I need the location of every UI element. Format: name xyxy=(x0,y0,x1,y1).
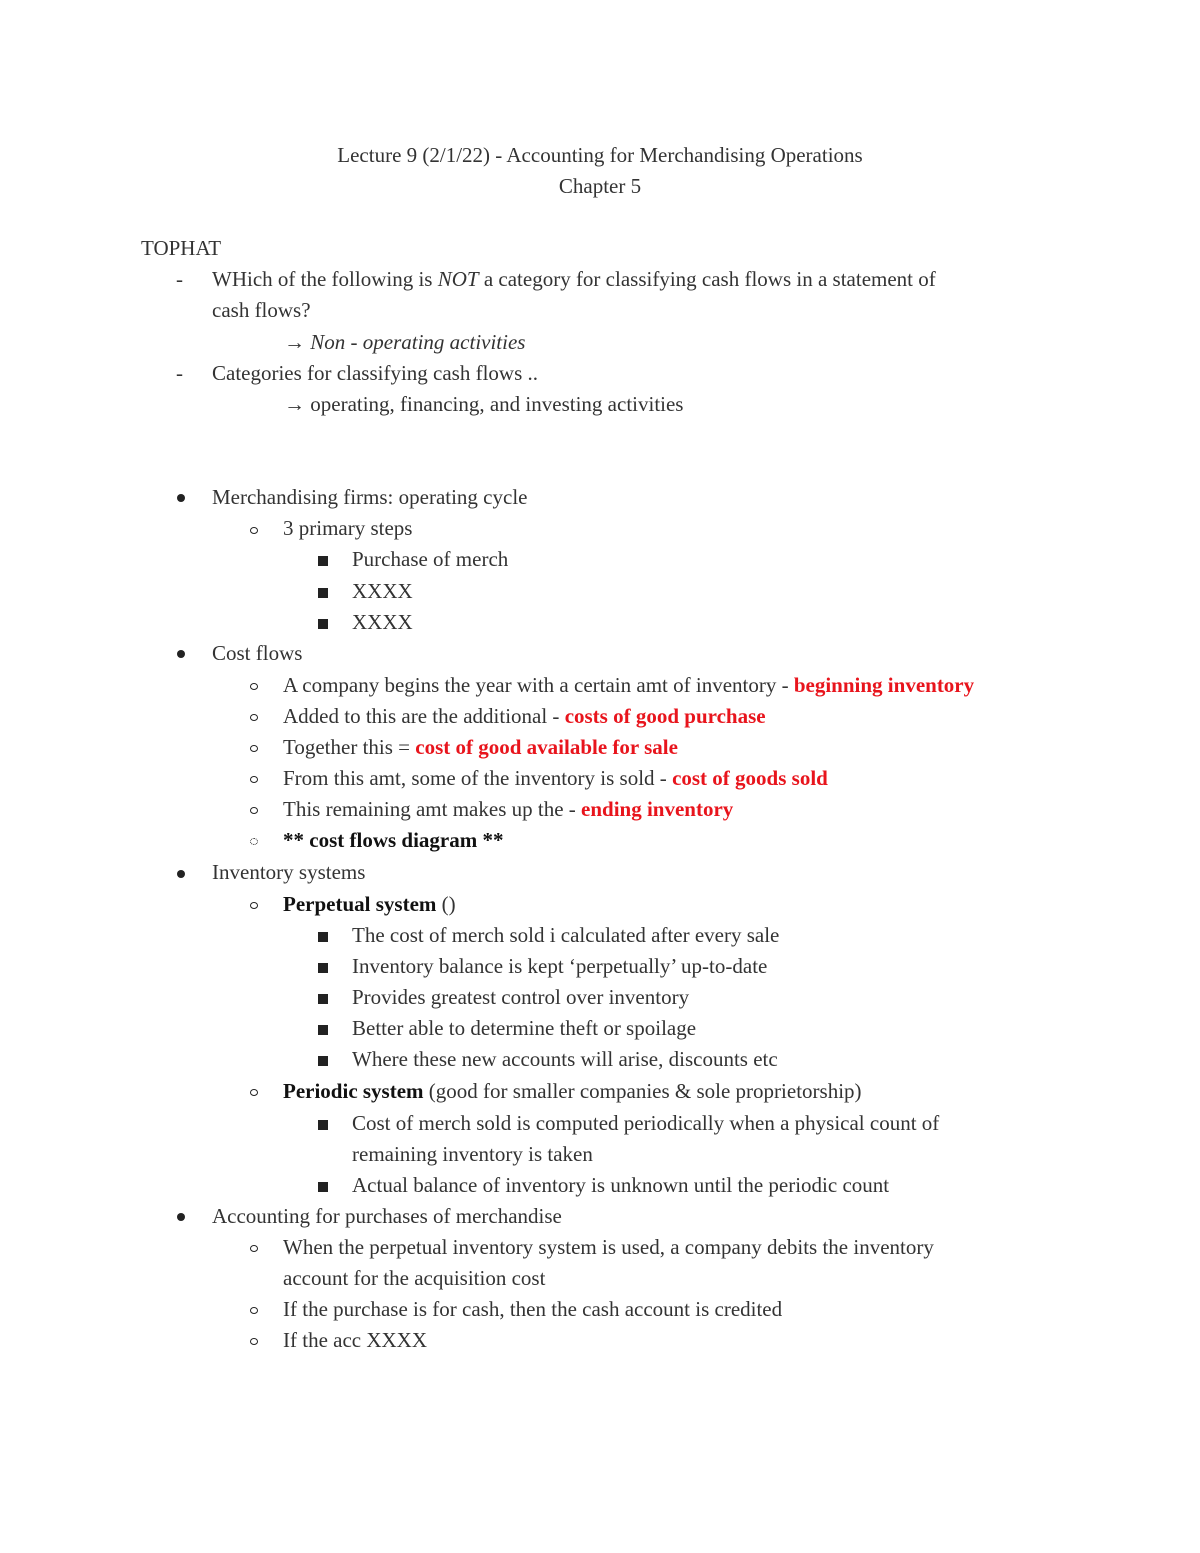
perpetual-item: Where these new accounts will arise, discounts etc xyxy=(352,1047,778,1071)
circle-bullet xyxy=(250,838,258,845)
acct-item-cont: account for the acquisition cost xyxy=(283,1266,546,1290)
square-bullet xyxy=(318,963,328,973)
merch-step-item: XXXX xyxy=(352,579,413,603)
square-bullet xyxy=(318,994,328,1004)
tophat-question-2: Categories for classifying cash flows .. xyxy=(212,361,539,385)
cost-row: Together this = cost of good available for sale xyxy=(283,735,678,759)
square-bullet xyxy=(318,932,328,942)
perpetual-item: Inventory balance is kept ‘perpetually’ up-to-date xyxy=(352,954,768,978)
tophat-question-1: WHich of the following is NOT a category for classifying cash flows in a statement of xyxy=(212,267,936,291)
periodic-item: Actual balance of inventory is unknown until the periodic count xyxy=(352,1173,890,1197)
dash-bullet: - xyxy=(176,267,183,291)
disc-bullet xyxy=(177,870,185,878)
cost-row: This remaining amt makes up the - ending inventory xyxy=(283,797,734,821)
acct-item: When the perpetual inventory system is used, a company debits the inventory xyxy=(283,1235,934,1259)
acct-item: If the acc XXXX xyxy=(283,1328,428,1352)
square-bullet xyxy=(318,1182,328,1192)
circle-bullet xyxy=(250,902,258,909)
dash-bullet: - xyxy=(176,361,183,385)
tophat-question-1-cont: cash flows? xyxy=(212,298,311,322)
tophat-answer-2: → operating, financing, and investing activities xyxy=(284,392,684,416)
circle-bullet xyxy=(250,776,258,783)
cost-row: A company begins the year with a certain amt of inventory - beginning inventory xyxy=(283,673,975,697)
merch-step-item: Purchase of merch xyxy=(352,547,509,571)
circle-bullet xyxy=(250,527,258,534)
cost-row: From this amt, some of the inventory is sold - cost of goods sold xyxy=(283,766,828,790)
acct-heading: Accounting for purchases of merchandise xyxy=(212,1204,562,1228)
merch-heading: Merchandising firms: operating cycle xyxy=(212,485,528,509)
circle-bullet xyxy=(250,1089,258,1096)
circle-bullet xyxy=(250,1338,258,1345)
circle-bullet xyxy=(250,714,258,721)
square-bullet xyxy=(318,619,328,629)
document-title: Lecture 9 (2/1/22) - Accounting for Merchandising Operations xyxy=(337,143,863,167)
acct-item: If the purchase is for cash, then the cash account is credited xyxy=(283,1297,783,1321)
perpetual-item: Better able to determine theft or spoilage xyxy=(352,1016,697,1040)
square-bullet xyxy=(318,1025,328,1035)
periodic-item: Cost of merch sold is computed periodically when a physical count of xyxy=(352,1111,940,1135)
disc-bullet xyxy=(177,1213,185,1221)
chapter-subtitle: Chapter 5 xyxy=(558,174,642,198)
perpetual-item: Provides greatest control over inventory xyxy=(352,985,690,1009)
square-bullet xyxy=(318,588,328,598)
merch-steps: 3 primary steps xyxy=(283,516,413,540)
tophat-answer-1: → Non - operating activities xyxy=(284,330,526,354)
periodic-item-cont: remaining inventory is taken xyxy=(352,1142,593,1166)
inventory-heading: Inventory systems xyxy=(212,860,366,884)
cost-diagram-note: ** cost flows diagram ** xyxy=(283,828,504,852)
circle-bullet xyxy=(250,1245,258,1252)
perpetual-heading: Perpetual system () xyxy=(283,892,456,916)
circle-bullet xyxy=(250,807,258,814)
circle-bullet xyxy=(250,683,258,690)
circle-bullet xyxy=(250,1307,258,1314)
tophat-heading: TOPHAT xyxy=(141,236,222,260)
periodic-heading: Periodic system (good for smaller companies & sole proprietorship) xyxy=(283,1079,862,1103)
disc-bullet xyxy=(177,494,185,502)
perpetual-item: The cost of merch sold i calculated after every sale xyxy=(352,923,780,947)
square-bullet xyxy=(318,556,328,566)
cost-row: Added to this are the additional - costs of good purchase xyxy=(283,704,766,728)
square-bullet xyxy=(318,1120,328,1130)
square-bullet xyxy=(318,1056,328,1066)
disc-bullet xyxy=(177,650,185,658)
merch-step-item: XXXX xyxy=(352,610,413,634)
circle-bullet xyxy=(250,745,258,752)
cost-heading: Cost flows xyxy=(212,641,303,665)
